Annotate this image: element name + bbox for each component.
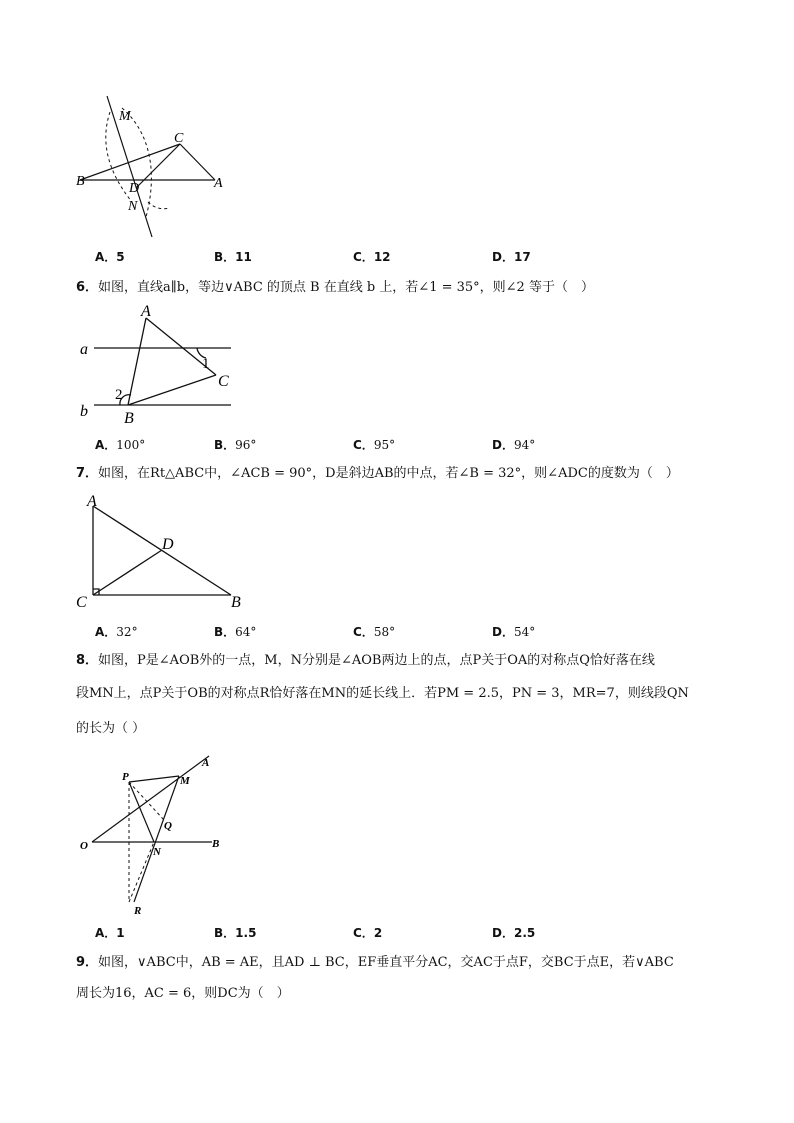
q7-label-a: A	[87, 493, 97, 510]
q7-stem	[76, 464, 679, 484]
q6-label-a: A	[141, 303, 151, 320]
q7-figure	[74, 490, 254, 615]
q5-option-b[interactable]: B．11	[214, 250, 252, 264]
q7-label-c: C	[76, 594, 87, 611]
q7-option-d[interactable]: D．54°	[492, 625, 536, 639]
q6-label-b: B	[124, 410, 134, 427]
q6-option-c[interactable]: C．95°	[353, 438, 396, 452]
q5-label-c: C	[174, 131, 184, 146]
q6-number: 6．	[76, 280, 99, 295]
q7-option-b[interactable]: B．64°	[214, 625, 257, 639]
q6-option-b[interactable]: B．96°	[214, 438, 257, 452]
q7-number: 7．	[76, 466, 99, 481]
q6-text: 如图，直线a∥b，等边∨ABC 的顶点 B 在直线 b 上，若∠1 = 35°，则∠2 等于（ ）	[98, 280, 594, 295]
q7-text: 如图，在Rt△ABC中，∠ACB = 90°，D是斜边AB的中点，若∠B = 32°，则∠ADC的度数为（ ）	[98, 466, 679, 481]
q9-stem-line2: 周长为16，AC = 6，则DC为（ ）	[76, 986, 290, 1001]
q8-label-a: A	[202, 757, 210, 769]
q7-label-d: D	[162, 536, 174, 553]
q8-label-r: R	[134, 905, 142, 917]
q5-label-m: M	[119, 109, 131, 124]
q5-label-b: B	[76, 174, 85, 189]
q6-stem	[76, 278, 594, 298]
q6-option-a[interactable]: A．100°	[95, 438, 146, 452]
q8-stem-line3: 的长为（ ）	[76, 721, 146, 736]
q7-option-a[interactable]: A．32°	[95, 625, 138, 639]
q5-option-a[interactable]: A．5	[95, 250, 125, 264]
q8-option-c[interactable]: C．2	[353, 926, 383, 940]
q5-label-d: D	[129, 181, 140, 196]
q8-stem-line2: 段MN上，点P关于OB的对称点R恰好落在MN的延长线上．若PM = 2.5，PN = 3，MR=7，则线段QN	[76, 686, 689, 701]
q6-label-angle-2: 2	[115, 387, 123, 403]
q8-label-m: M	[180, 775, 190, 787]
q8-number: 8．	[76, 653, 99, 668]
q5-figure	[70, 92, 250, 242]
q6-label-c: C	[218, 373, 229, 390]
q5-label-n: N	[128, 199, 138, 214]
q8-figure	[74, 752, 234, 917]
q9-stem-line1: 9．如图，∨ABC中，AB = AE，且AD ⊥ BC，EF垂直平分AC，交AC于点F，交BC于点E，若∨ABC	[76, 955, 674, 970]
q8-stem-line1: 8．如图，P是∠AOB外的一点，M，N分别是∠AOB两边上的点，点P关于OA的对称点Q恰好落在线	[76, 653, 655, 668]
q7-option-c[interactable]: C．58°	[353, 625, 396, 639]
q5-label-a: A	[214, 176, 223, 191]
q8-option-a[interactable]: A．1	[95, 926, 125, 940]
q8-label-q: Q	[164, 820, 172, 832]
q7-label-b: B	[231, 594, 241, 611]
q6-figure	[76, 300, 246, 430]
q5-option-d[interactable]: D．17	[492, 250, 531, 264]
q8-option-b[interactable]: B．1.5	[214, 926, 257, 940]
q6-option-d[interactable]: D．94°	[492, 438, 536, 452]
q6-label-angle-1: 1	[202, 356, 210, 372]
q8-label-n: N	[153, 846, 161, 858]
q6-label-line-b: b	[80, 403, 88, 420]
q9-number: 9．	[76, 955, 99, 970]
q8-label-b: B	[212, 838, 220, 850]
q8-label-p: P	[122, 771, 129, 783]
q5-option-c[interactable]: C．12	[353, 250, 391, 264]
q6-label-line-a: a	[80, 341, 88, 358]
q8-option-d[interactable]: D．2.5	[492, 926, 536, 940]
q8-label-o: O	[80, 840, 88, 852]
